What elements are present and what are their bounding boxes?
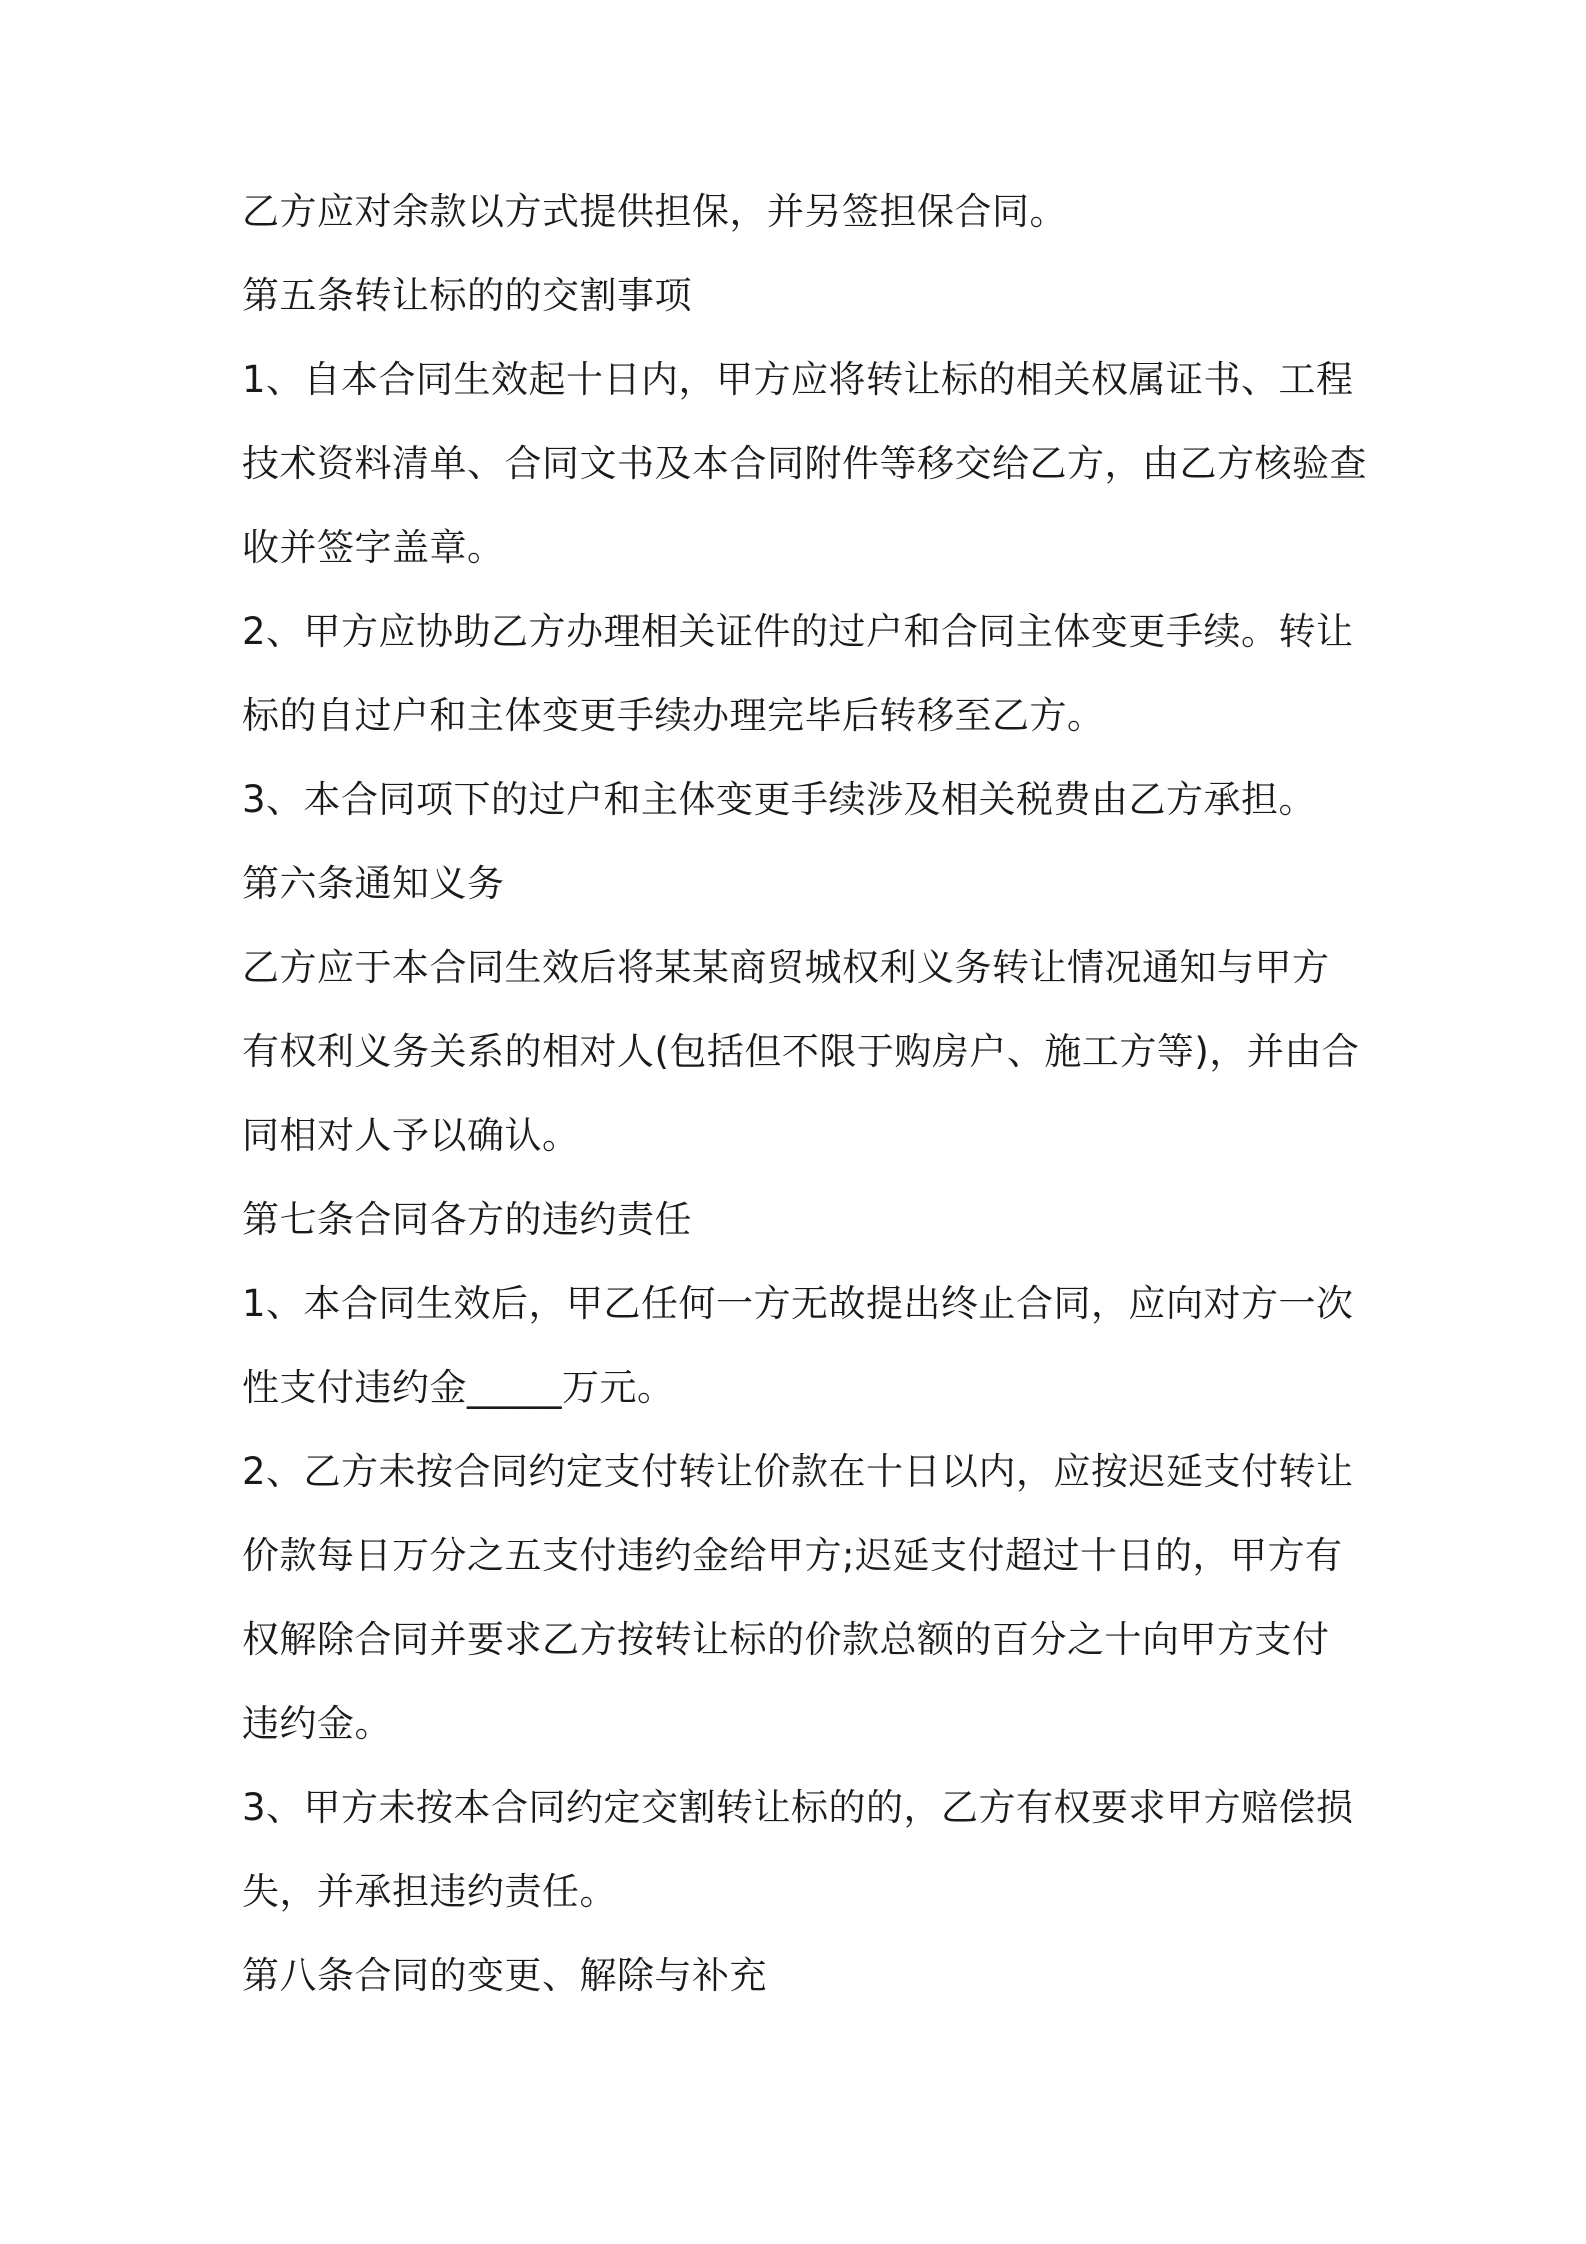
text-line: 同相对人予以确认。 — [242, 1114, 580, 1157]
text-line: 权解除合同并要求乙方按转让标的价款总额的百分之十向甲方支付 — [242, 1618, 1330, 1661]
section-heading: 第六条通知义务 — [242, 862, 505, 905]
section-heading: 第七条合同各方的违约责任 — [242, 1198, 692, 1241]
text-line: 有权利义务关系的相对人(包括但不限于购房户、施工方等)，并由合 — [242, 1030, 1360, 1073]
text-line: 2、甲方应协助乙方办理相关证件的过户和合同主体变更手续。转让 — [242, 610, 1354, 653]
text-line: 违约金。 — [242, 1702, 392, 1745]
text-line: 2、乙方未按合同约定支付转让价款在十日以内，应按迟延支付转让 — [242, 1450, 1354, 1493]
text-line: 技术资料清单、合同文书及本合同附件等移交给乙方，由乙方核验查 — [242, 442, 1367, 485]
section-heading: 第八条合同的变更、解除与补充 — [242, 1954, 767, 1997]
text-line: 1、自本合同生效起十日内，甲方应将转让标的相关权属证书、工程 — [242, 358, 1354, 401]
text-line: 3、甲方未按本合同约定交割转让标的的，乙方有权要求甲方赔偿损 — [242, 1786, 1354, 1829]
text-line: 乙方应于本合同生效后将某某商贸城权利义务转让情况通知与甲方 — [242, 946, 1330, 989]
text-line: 3、本合同项下的过户和主体变更手续涉及相关税费由乙方承担。 — [242, 778, 1317, 821]
text-line: 性支付违约金_____万元。 — [242, 1366, 675, 1409]
text-line: 收并签字盖章。 — [242, 526, 505, 569]
text-line: 标的自过户和主体变更手续办理完毕后转移至乙方。 — [242, 694, 1105, 737]
text-line: 乙方应对余款以方式提供担保，并另签担保合同。 — [242, 190, 1067, 233]
text-line: 失，并承担违约责任。 — [242, 1870, 617, 1913]
text-line: 价款每日万分之五支付违约金给甲方;迟延支付超过十日的，甲方有 — [242, 1534, 1343, 1577]
text-line: 1、本合同生效后，甲乙任何一方无故提出终止合同，应向对方一次 — [242, 1282, 1354, 1325]
section-heading: 第五条转让标的的交割事项 — [242, 274, 692, 317]
